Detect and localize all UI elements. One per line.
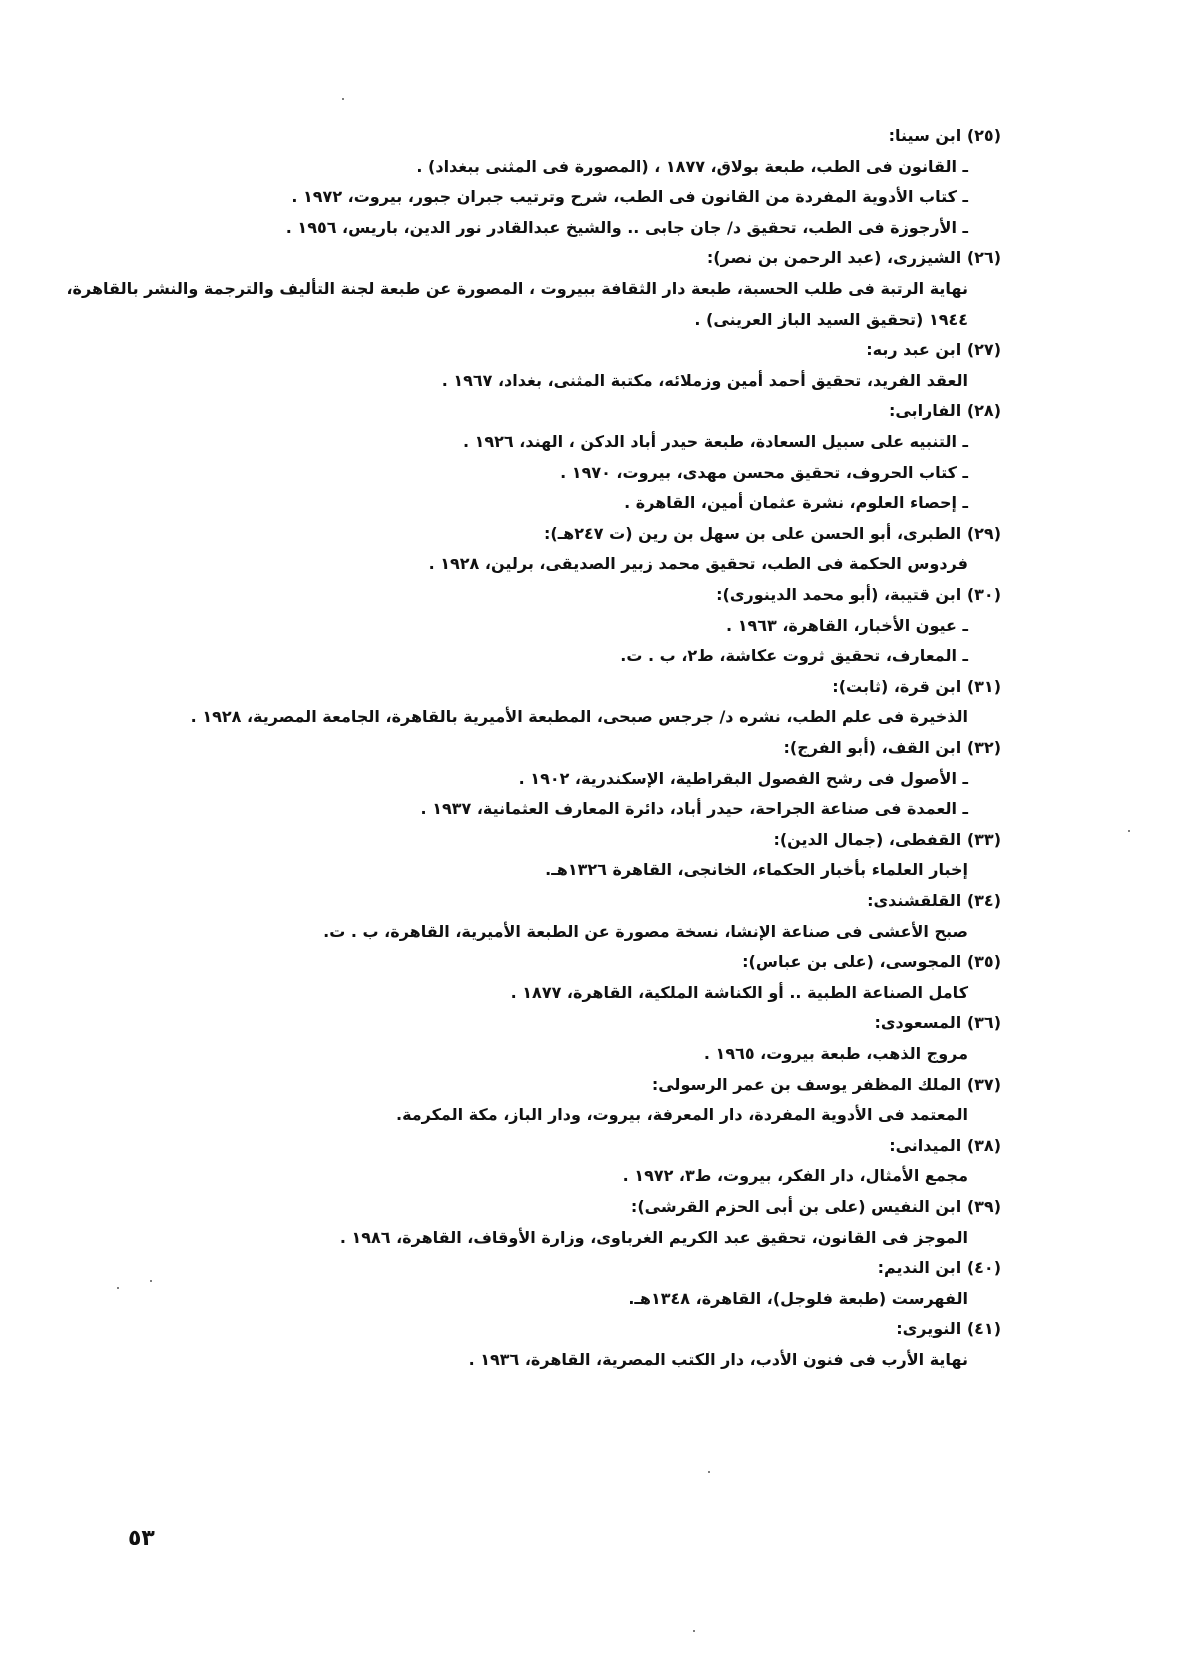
scan-speck xyxy=(1128,830,1130,832)
bibliography-entry: ـ عيون الأخبار، القاهرة، ١٩٦٣ . xyxy=(726,616,968,635)
bibliography-heading: (٢٧) ابن عبد ربه: xyxy=(866,340,1001,359)
bibliography-entry: ـ التنبيه على سبيل السعادة، طبعة حيدر أباد الدكن ، الهند، ١٩٢٦ . xyxy=(462,432,968,451)
bibliography-heading: (٣٧) الملك المظفر يوسف بن عمر الرسولى: xyxy=(651,1075,1001,1094)
bibliography-heading: (٣٤) القلقشندى: xyxy=(867,891,1001,910)
bibliography-heading: (٣٣) القفطى، (جمال الدين): xyxy=(773,830,1001,849)
bibliography-entry: إخبار العلماء بأخبار الحكماء، الخانجى، القاهرة ١٣٢٦هـ. xyxy=(545,860,968,879)
bibliography-entry: الفهرست (طبعة فلوجل)، القاهرة، ١٣٤٨هـ. xyxy=(628,1289,968,1308)
bibliography-entry: نهاية الأرب فى فنون الأدب، دار الكتب المصرية، القاهرة، ١٩٣٦ . xyxy=(468,1350,968,1369)
bibliography-entry: ـ الأصول فى رشح الفصول البقراطية، الإسكندرية، ١٩٠٢ . xyxy=(518,769,968,788)
bibliography-entry: ـ كتاب الحروف، تحقيق محسن مهدى، بيروت، ١٩٧٠ . xyxy=(560,463,968,482)
bibliography-entry: مروج الذهب، طبعة بيروت، ١٩٦٥ . xyxy=(703,1044,968,1063)
bibliography-entry: العقد الفريد، تحقيق أحمد أمين وزملائه، مكتبة المثنى، بغداد، ١٩٦٧ . xyxy=(441,371,968,390)
bibliography-entry: الذخيرة فى علم الطب، نشره د/ جرجس صبحى، المطبعة الأميرية بالقاهرة، الجامعة المصرية، ١٩٢٨ . xyxy=(190,707,968,726)
bibliography-entry: ١٩٤٤ (تحقيق السيد الباز العرينى) . xyxy=(694,310,968,329)
bibliography-heading: (٣١) ابن قرة، (ثابت): xyxy=(832,677,1001,696)
bibliography-heading: (٤١) النويرى: xyxy=(896,1319,1001,1338)
scan-speck xyxy=(342,98,344,100)
bibliography-heading: (٢٥) ابن سينا: xyxy=(888,126,1001,145)
page-number: ٥٣ xyxy=(128,1526,155,1551)
bibliography-entry: ـ كتاب الأدوية المفردة من القانون فى الطب، شرح وترتيب جبران جبور، بيروت، ١٩٧٢ . xyxy=(291,187,968,206)
scan-speck xyxy=(693,1630,695,1632)
bibliography-entry: ـ إحصاء العلوم، نشرة عثمان أمين، القاهرة . xyxy=(624,493,968,512)
bibliography-entry: فردوس الحكمة فى الطب، تحقيق محمد زبير الصديقى، برلين، ١٩٢٨ . xyxy=(428,554,968,573)
bibliography-heading: (٣٦) المسعودى: xyxy=(874,1013,1001,1032)
bibliography-entry: المعتمد فى الأدوية المفردة، دار المعرفة، بيروت، ودار الباز، مكة المكرمة. xyxy=(395,1105,968,1124)
scan-speck xyxy=(117,1287,119,1289)
bibliography-heading: (٣٩) ابن النفيس (على بن أبى الحزم القرشى): xyxy=(630,1197,1001,1216)
bibliography-entry: مجمع الأمثال، دار الفكر، بيروت، ط٣، ١٩٧٢ . xyxy=(622,1166,968,1185)
bibliography-entry: كامل الصناعة الطبية .. أو الكناشة الملكية، القاهرة، ١٨٧٧ . xyxy=(510,983,968,1002)
bibliography-heading: (٤٠) ابن النديم: xyxy=(877,1258,1001,1277)
bibliography-heading: (٢٩) الطبرى، أبو الحسن على بن سهل بن رين (ت ٢٤٧هـ): xyxy=(543,524,1001,543)
bibliography-heading: (٣٠) ابن قتيبة، (أبو محمد الدينورى): xyxy=(716,585,1001,604)
bibliography-heading: (٣٨) الميدانى: xyxy=(889,1136,1001,1155)
bibliography-entry: ـ المعارف، تحقيق ثروت عكاشة، ط٢، ب . ت. xyxy=(620,646,968,665)
bibliography-entry: نهاية الرتبة فى طلب الحسبة، طبعة دار الثقافة ببيروت ، المصورة عن طبعة لجنة التأليف والترجمة والنشر بالقاهرة، xyxy=(66,279,968,298)
bibliography-heading: (٣٥) المجوسى، (على بن عباس): xyxy=(742,952,1001,971)
scan-speck xyxy=(150,1280,152,1282)
bibliography-heading: (٣٢) ابن القف، (أبو الفرج): xyxy=(783,738,1001,757)
bibliography-entry: الموجز فى القانون، تحقيق عبد الكريم الغرباوى، وزارة الأوقاف، القاهرة، ١٩٨٦ . xyxy=(339,1228,968,1247)
bibliography-entry: صبح الأعشى فى صناعة الإنشا، نسخة مصورة عن الطبعة الأميرية، القاهرة، ب . ت. xyxy=(323,922,968,941)
bibliography-entry: ـ الأرجوزة فى الطب، تحقيق د/ جان جابى .. والشيخ عبدالقادر نور الدين، باريس، ١٩٥٦ . xyxy=(285,218,968,237)
bibliography-heading: (٢٨) الفارابى: xyxy=(888,401,1001,420)
bibliography-entry: ـ القانون فى الطب، طبعة بولاق، ١٨٧٧ ، (المصورة فى المثنى ببغداد) . xyxy=(416,157,968,176)
bibliography-heading: (٢٦) الشيزرى، (عبد الرحمن بن نصر): xyxy=(706,248,1001,267)
scan-speck xyxy=(708,1471,710,1473)
bibliography-entry: ـ العمدة فى صناعة الجراحة، حيدر أباد، دائرة المعارف العثمانية، ١٩٣٧ . xyxy=(420,799,968,818)
